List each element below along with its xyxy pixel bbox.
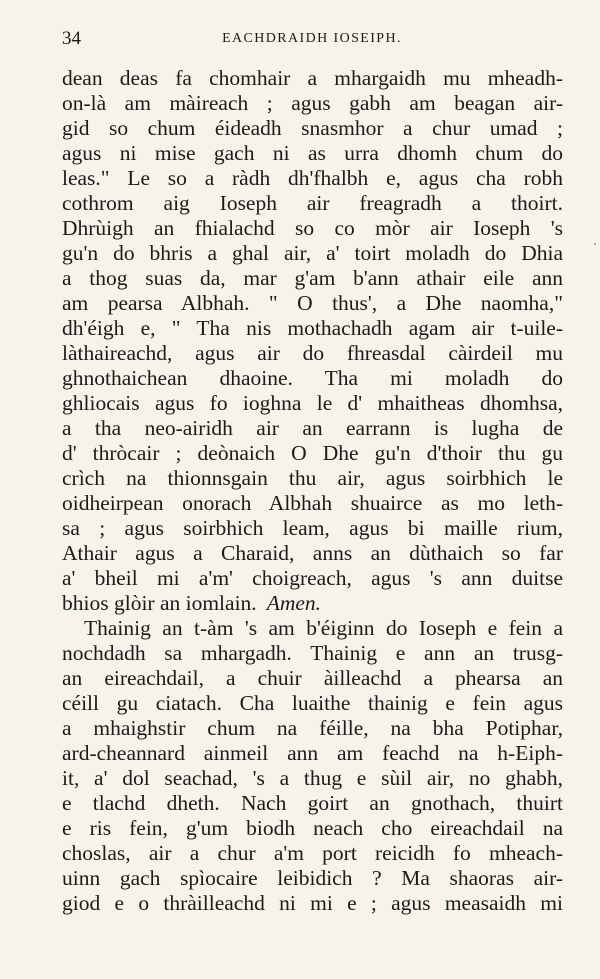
amen-word: Amen. — [266, 591, 322, 615]
text-line: dh'éigh e, " Tha nis mothachadh agam air t-uile- — [62, 316, 563, 340]
text-line: làthaireachd, agus air do fhreasdal càirdeil mu — [62, 341, 563, 365]
paper-speck — [594, 243, 596, 245]
text-line-final — [62, 591, 563, 616]
text-line: ard-cheannard ainmeil ann am feachd na h-Eiph- — [62, 741, 563, 765]
text-line: a thog suas da, mar g'am b'ann athair eile ann — [62, 266, 563, 290]
text-line: crìch na thionnsgain thu air, agus soirbhich le — [62, 466, 563, 490]
text-line: a tha neo-airidh air an earrann is lugha de — [62, 416, 563, 440]
text-line: gu'n do bhris a ghal air, a' toirt moladh do Dhia — [62, 241, 563, 265]
text-line: choslas, air a chur a'm port reicidh fo mheach- — [62, 841, 563, 865]
body-text — [62, 66, 563, 916]
text-line: Dhrùigh an fhialachd so co mòr air Ioseph 's — [62, 216, 563, 240]
page-header — [62, 28, 562, 52]
text-line: céill gu ciatach. Cha luaithe thainig e fein agus — [62, 691, 563, 715]
paragraph-1 — [62, 66, 563, 616]
text-line: am pearsa Albhah. " O thus', a Dhe naomha," — [62, 291, 563, 315]
page-number: 34 — [62, 28, 81, 49]
running-head: EACHDRAIDH IOSEIPH. — [222, 31, 402, 46]
text-line: cothrom aig Ioseph air freagradh a thoirt. — [62, 191, 563, 215]
text-line: e tlachd dheth. Nach goirt an gnothach, thuirt — [62, 791, 563, 815]
text-line: ghliocais agus fo ioghna le d' mhaitheas dhomhsa, — [62, 391, 563, 415]
text-line: leas." Le so a ràdh dh'fhalbh e, agus cha robh — [62, 166, 563, 190]
text-line: gid so chum éideadh snasmhor a chur umad ; — [62, 116, 563, 140]
paragraph-2 — [62, 616, 563, 916]
text-line: d' thròcair ; deònaich O Dhe gu'n d'thoir thu gu — [62, 441, 563, 465]
text-line-first: Thainig an t-àm 's am b'éiginn do Ioseph e fein a — [84, 616, 563, 640]
text-line: sa ; agus soirbhich leam, agus bi maille rium, — [62, 516, 563, 540]
text-line: dean deas fa chomhair a mhargaidh mu mheadh- — [62, 66, 563, 90]
text-line: nochdadh sa mhargadh. Thainig e ann an trusg- — [62, 641, 563, 665]
text-line: oidheirpean onorach Albhah shuairce as mo leth- — [62, 491, 563, 515]
text-line: a mhaighstir chum na féille, na bha Potiphar, — [62, 716, 563, 740]
text-line: giod e o thràilleachd ni mi e ; agus measaidh mi — [62, 891, 563, 915]
text-line: a' bheil mi a'm' choigreach, agus 's ann duitse — [62, 566, 563, 590]
text-line: uinn gach spìocaire leibidich ? Ma shaoras air- — [62, 866, 563, 890]
text-line: Athair agus a Charaid, anns an dùthaich so far — [62, 541, 563, 565]
text-line: agus ni mise gach ni as urra dhomh chum do — [62, 141, 563, 165]
text-line: it, a' dol seachad, 's a thug e sùil air, no ghabh, — [62, 766, 563, 790]
text-line: an eireachdail, a chuir àilleachd a phearsa an — [62, 666, 563, 690]
text-line: e ris fein, g'um biodh neach cho eireachdail na — [62, 816, 563, 840]
text-line: on-là am màireach ; agus gabh am beagan air- — [62, 91, 563, 115]
final-line-text: bhios glòir an iomlain. — [62, 591, 257, 615]
text-line: ghnothaichean dhaoine. Tha mi moladh do — [62, 366, 563, 390]
